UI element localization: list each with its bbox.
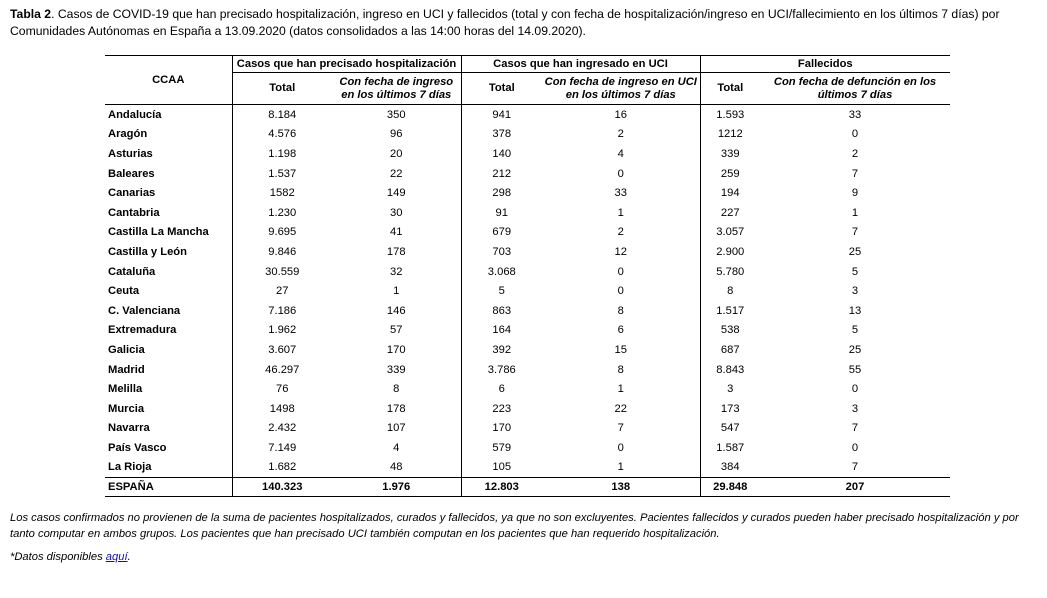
ccaa-name-cell: Extremadura <box>108 324 177 337</box>
table-caption <box>10 6 1040 40</box>
table-row <box>105 399 950 419</box>
fall-total-cell: 2.900 <box>700 242 760 262</box>
ccaa-name-cell: Aragón <box>108 128 148 141</box>
uci-total-cell: 3.786 <box>461 360 542 380</box>
fall-7d-cell: 0 <box>851 128 859 141</box>
hosp-7d-cell: 96 <box>390 128 403 141</box>
ccaa-name-cell: Canarias <box>108 187 156 200</box>
footnote: Los casos confirmados no provienen de la suma de pacientes hospitalizados, curados y fallecidos, ya que no son excluyentes. Pacientes fallecidos y curados pueden haber precisado hospitalización y por tanto computar en ambos grupos. Los pacientes que han precisado UCI también computan en los pacientes que han requerido hospitalización. <box>10 512 1019 540</box>
fall-total-cell: 1.517 <box>700 301 760 321</box>
fall-group-header: Fallecidos <box>700 56 950 73</box>
hosp-7d-header: Con fecha de ingreso en los últimos 7 días <box>332 73 461 105</box>
ccaa-name-cell: Castilla La Mancha <box>108 226 209 239</box>
ccaa-name-cell: Cataluña <box>108 265 156 278</box>
uci-total-cell: 941 <box>461 105 542 125</box>
hosp-7d-cell: 149 <box>386 187 406 200</box>
caption-text: . Casos de COVID-19 que han precisado hospitalización, ingreso en UCI y fallecidos (total y con fecha de hospitalización/ingreso en UCI/fallecimiento en los últimos 7 días) por Comunidades Autónomas en España a 13.09.2020 (datos consolidados a las 14:00 horas del 14.09.2020). <box>10 7 1000 38</box>
hosp-7d-cell: 22 <box>390 167 403 180</box>
hosp-total-cell: 9.846 <box>232 242 332 262</box>
fall-7d-cell: 7 <box>851 422 859 435</box>
fall-total-cell: 547 <box>700 419 760 439</box>
fall-total-cell: 1.587 <box>700 438 760 458</box>
covid-table-container <box>105 55 950 497</box>
uci-total-cell: 298 <box>461 183 542 203</box>
fall-total-cell: 538 <box>700 321 760 341</box>
fall-7d-cell: 3 <box>851 402 859 415</box>
fall-7d-cell: 25 <box>848 245 862 258</box>
hosp-7d-cell: 146 <box>386 304 406 317</box>
fall-total-cell: 29.848 <box>700 478 760 497</box>
hosp-7d-cell: 20 <box>390 147 403 160</box>
fall-7d-cell: 5 <box>851 324 859 337</box>
uci-7d-cell: 7 <box>617 422 624 435</box>
fall-7d-cell: 7 <box>851 461 859 474</box>
hosp-7d-cell: 170 <box>386 343 406 356</box>
uci-total-cell: 378 <box>461 125 542 145</box>
uci-group-header: Casos que han ingresado en UCI <box>461 56 700 73</box>
fall-total-cell: 259 <box>700 164 760 184</box>
ccaa-name-cell: Galicia <box>108 343 145 356</box>
uci-total-cell: 579 <box>461 438 542 458</box>
uci-total-cell: 170 <box>461 419 542 439</box>
uci-7d-cell: 2 <box>617 128 624 141</box>
caption-label: Tabla 2 <box>10 7 52 21</box>
table-row <box>105 242 950 262</box>
hosp-7d-cell: 8 <box>393 383 400 396</box>
hosp-total-cell: 7.186 <box>232 301 332 321</box>
ccaa-name-cell: Asturias <box>108 147 153 160</box>
uci-7d-cell: 16 <box>614 108 627 121</box>
uci-total-cell: 164 <box>461 321 542 341</box>
hosp-total-cell: 140.323 <box>232 478 332 497</box>
uci-total-cell: 679 <box>461 223 542 243</box>
fall-total-cell: 8 <box>700 281 760 301</box>
data-link[interactable]: aquí <box>105 551 128 563</box>
hosp-7d-cell: 1 <box>393 285 400 298</box>
fall-total-header: Total <box>700 73 760 105</box>
hosp-total-cell: 7.149 <box>232 438 332 458</box>
fall-7d-cell: 13 <box>848 304 862 317</box>
hosp-7d-cell: 57 <box>390 324 403 337</box>
hosp-total-cell: 27 <box>232 281 332 301</box>
table-row <box>105 223 950 243</box>
uci-total-cell: 3.068 <box>461 262 542 282</box>
table-row <box>105 125 950 145</box>
ccaa-name-cell: C. Valenciana <box>108 304 181 317</box>
uci-total-cell: 105 <box>461 458 542 478</box>
hosp-total-header: Total <box>232 73 332 105</box>
covid-hospitalization-table <box>105 55 950 497</box>
uci-total-cell: 863 <box>461 301 542 321</box>
ccaa-header: CCAA <box>105 56 232 105</box>
fall-total-cell: 1212 <box>700 125 760 145</box>
hosp-total-cell: 1.537 <box>232 164 332 184</box>
fall-7d-cell: 55 <box>848 363 862 376</box>
uci-7d-cell: 22 <box>614 402 627 415</box>
fall-7d-cell: 0 <box>851 441 859 454</box>
ccaa-name-cell: Cantabria <box>108 206 160 219</box>
table-row <box>105 301 950 321</box>
uci-total-cell: 223 <box>461 399 542 419</box>
table-row <box>105 379 950 399</box>
hosp-7d-cell: 178 <box>386 402 406 415</box>
uci-total-cell: 392 <box>461 340 542 360</box>
uci-7d-cell: 8 <box>617 304 624 317</box>
uci-7d-cell: 1 <box>617 383 624 396</box>
fall-7d-cell: 207 <box>760 478 950 497</box>
uci-7d-cell: 0 <box>617 441 624 454</box>
hosp-total-cell: 76 <box>232 379 332 399</box>
uci-7d-cell: 33 <box>614 187 627 200</box>
table-row <box>105 281 950 301</box>
fall-total-cell: 227 <box>700 203 760 223</box>
fall-7d-cell: 25 <box>848 343 862 356</box>
hosp-total-cell: 1.682 <box>232 458 332 478</box>
hosp-group-header: Casos que han precisado hospitalización <box>232 56 461 73</box>
table-row <box>105 105 950 125</box>
ccaa-name-cell: Ceuta <box>108 285 140 298</box>
table-row <box>105 458 950 478</box>
hosp-7d-cell: 41 <box>390 226 403 239</box>
fall-7d-cell: 3 <box>851 285 859 298</box>
table-row <box>105 321 950 341</box>
hosp-7d-cell: 1.976 <box>332 478 461 497</box>
hosp-7d-cell: 30 <box>390 206 403 219</box>
uci-7d-cell: 138 <box>542 478 700 497</box>
fall-7d-cell: 5 <box>851 265 859 278</box>
uci-7d-cell: 8 <box>617 363 624 376</box>
fall-total-cell: 173 <box>700 399 760 419</box>
hosp-total-cell: 1.230 <box>232 203 332 223</box>
hosp-7d-cell: 48 <box>390 461 403 474</box>
availability-suffix: . <box>127 551 131 563</box>
hosp-total-cell: 3.607 <box>232 340 332 360</box>
table-total-row <box>105 478 950 497</box>
fall-7d-header: Con fecha de defunción en los últimos 7 días <box>760 73 950 105</box>
fall-total-cell: 5.780 <box>700 262 760 282</box>
fall-total-cell: 8.843 <box>700 360 760 380</box>
hosp-7d-cell: 339 <box>386 363 406 376</box>
fall-7d-cell: 33 <box>848 108 862 121</box>
fall-total-cell: 3 <box>700 379 760 399</box>
uci-7d-cell: 6 <box>617 324 624 337</box>
uci-total-header: Total <box>461 73 542 105</box>
hosp-total-cell: 46.297 <box>232 360 332 380</box>
hosp-total-cell: 1582 <box>232 183 332 203</box>
fall-7d-cell: 9 <box>851 187 859 200</box>
ccaa-name-cell: Melilla <box>108 383 143 396</box>
fall-7d-cell: 2 <box>851 147 859 160</box>
hosp-7d-cell: 107 <box>386 422 406 435</box>
table-row <box>105 340 950 360</box>
hosp-total-cell: 4.576 <box>232 125 332 145</box>
ccaa-name-cell: ESPAÑA <box>105 478 232 497</box>
availability-prefix: *Datos disponibles <box>10 551 106 563</box>
hosp-total-cell: 30.559 <box>232 262 332 282</box>
fall-7d-cell: 1 <box>851 206 859 219</box>
uci-7d-cell: 4 <box>617 147 624 160</box>
uci-7d-header: Con fecha de ingreso en UCI en los últimos 7 días <box>542 73 700 105</box>
uci-7d-cell: 12 <box>614 245 627 258</box>
fall-total-cell: 3.057 <box>700 223 760 243</box>
uci-7d-cell: 2 <box>617 226 624 239</box>
uci-total-cell: 212 <box>461 164 542 184</box>
ccaa-name-cell: Andalucía <box>108 108 162 121</box>
uci-total-cell: 5 <box>461 281 542 301</box>
hosp-total-cell: 2.432 <box>232 419 332 439</box>
hosp-total-cell: 8.184 <box>232 105 332 125</box>
hosp-7d-cell: 178 <box>386 245 406 258</box>
hosp-7d-cell: 32 <box>390 265 403 278</box>
table-row <box>105 164 950 184</box>
hosp-total-cell: 1.962 <box>232 321 332 341</box>
hosp-7d-cell: 4 <box>393 441 400 454</box>
hosp-total-cell: 1498 <box>232 399 332 419</box>
uci-7d-cell: 1 <box>617 461 624 474</box>
table-row <box>105 438 950 458</box>
uci-7d-cell: 1 <box>617 206 624 219</box>
uci-total-cell: 6 <box>461 379 542 399</box>
uci-total-cell: 140 <box>461 144 542 164</box>
fall-total-cell: 339 <box>700 144 760 164</box>
ccaa-name-cell: Baleares <box>108 167 155 180</box>
hosp-7d-cell: 350 <box>386 108 406 121</box>
uci-total-cell: 703 <box>461 242 542 262</box>
fall-total-cell: 194 <box>700 183 760 203</box>
uci-7d-cell: 15 <box>614 343 627 356</box>
uci-7d-cell: 0 <box>617 265 624 278</box>
fall-total-cell: 384 <box>700 458 760 478</box>
fall-7d-cell: 7 <box>851 226 859 239</box>
uci-total-cell: 12.803 <box>461 478 542 497</box>
table-row <box>105 419 950 439</box>
ccaa-name-cell: La Rioja <box>108 461 152 474</box>
uci-total-cell: 91 <box>461 203 542 223</box>
availability-note <box>10 551 131 563</box>
table-row <box>105 360 950 380</box>
ccaa-name-cell: Castilla y León <box>108 245 187 258</box>
ccaa-name-cell: Murcia <box>108 402 145 415</box>
table-body <box>105 105 950 497</box>
fall-7d-cell: 0 <box>851 383 859 396</box>
hosp-total-cell: 1.198 <box>232 144 332 164</box>
table-row <box>105 183 950 203</box>
table-row <box>105 144 950 164</box>
fall-total-cell: 1.593 <box>700 105 760 125</box>
hosp-total-cell: 9.695 <box>232 223 332 243</box>
fall-total-cell: 687 <box>700 340 760 360</box>
ccaa-name-cell: Navarra <box>108 422 150 435</box>
ccaa-name-cell: Madrid <box>108 363 145 376</box>
table-row <box>105 262 950 282</box>
ccaa-name-cell: País Vasco <box>108 441 167 454</box>
fall-7d-cell: 7 <box>851 167 859 180</box>
table-row <box>105 203 950 223</box>
uci-7d-cell: 0 <box>617 167 624 180</box>
uci-7d-cell: 0 <box>617 285 624 298</box>
